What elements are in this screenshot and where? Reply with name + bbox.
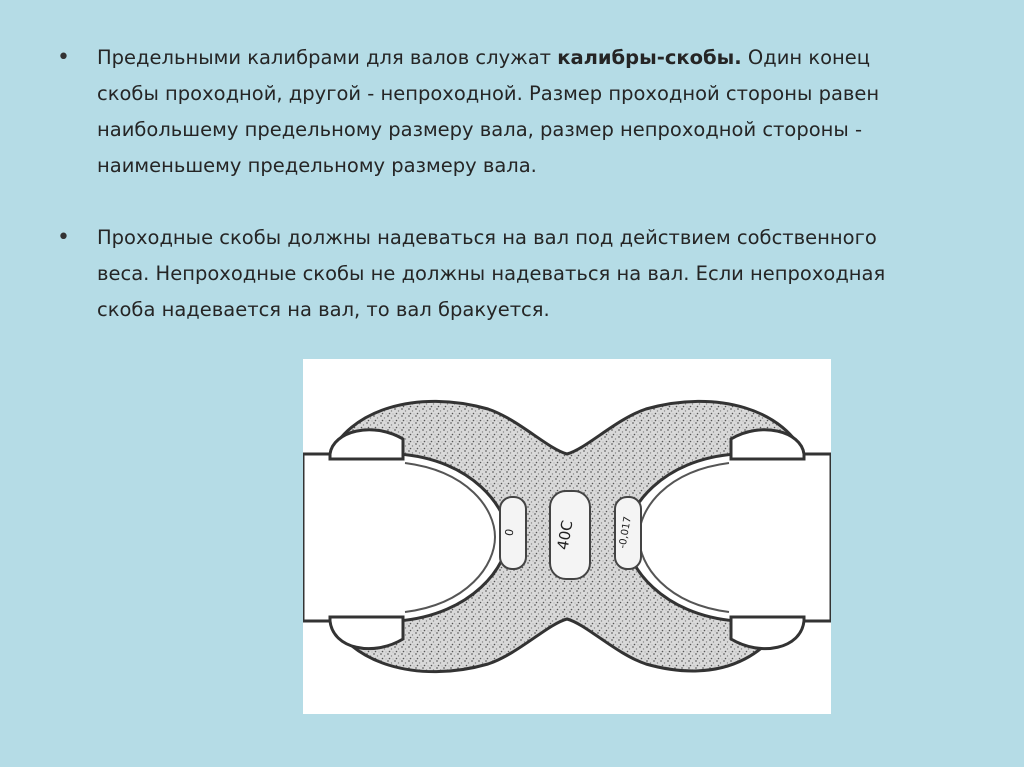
left-top-tip xyxy=(330,430,403,459)
right-bottom-tip xyxy=(731,617,804,649)
bullet-dot: • xyxy=(57,225,70,250)
snap-gauge-figure xyxy=(303,359,831,714)
bullet-text-1 xyxy=(97,40,917,184)
left-bottom-tip xyxy=(330,617,403,649)
mark-left: 0 xyxy=(502,527,517,537)
bullet-text-part: Предельными калибрами для валов служат xyxy=(97,46,558,69)
right-top-tip xyxy=(731,430,804,459)
bullet-text-2: Проходные скобы должны надеваться на вал под действием собственного веса. Непроходные скобы не должны надеваться на вал. Если непроходная скоба надевается на вал, то вал бракуется. xyxy=(97,226,886,321)
mark-right: -0,017 xyxy=(617,515,634,550)
bullet-text-bold: калибры-скобы. xyxy=(557,46,742,69)
bullet-text-part: Один конец скобы проходной, другой - непроходной. Размер проходной стороны равен наибольшему предельному размеру вала, размер непроходной стороны - наименьшему предельному размеру вала. xyxy=(97,46,880,177)
snap-gauge-drawing xyxy=(303,359,831,714)
mark-center: 40С xyxy=(553,519,577,552)
bullet-dot: • xyxy=(57,45,70,70)
